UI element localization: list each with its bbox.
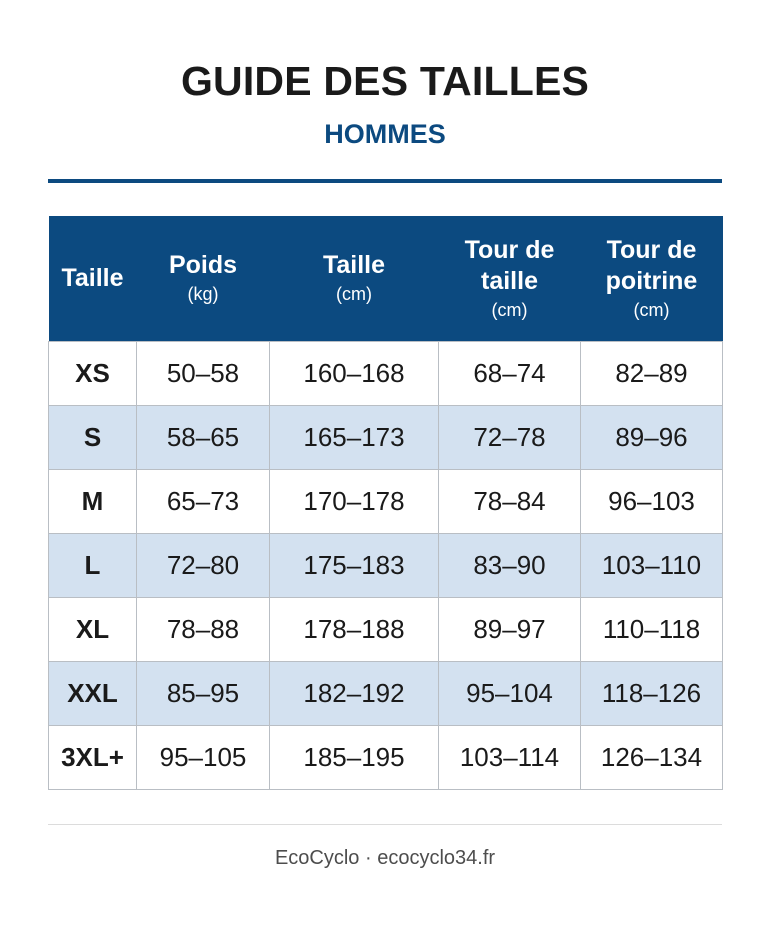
chest-cell: 82–89 (581, 342, 723, 406)
size-table-body (49, 342, 723, 790)
chest-cell: 118–126 (581, 662, 723, 726)
table-row (49, 534, 723, 598)
height-cell: 182–192 (270, 662, 439, 726)
page-subtitle: HOMMES (324, 119, 446, 149)
column-header-label: Taille (322, 251, 386, 279)
weight-cell: 50–58 (137, 342, 270, 406)
weight-cell: 65–73 (137, 470, 270, 534)
size-cell: L (49, 534, 137, 598)
waist-cell: 103–114 (439, 726, 581, 790)
size-cell: XXL (49, 662, 137, 726)
column-header-size (49, 216, 137, 342)
column-header-height (270, 216, 439, 342)
column-header-weight (137, 216, 270, 342)
weight-cell: 78–88 (137, 598, 270, 662)
height-cell: 160–168 (270, 342, 439, 406)
column-header-unit: (cm) (491, 299, 528, 320)
column-header-waist (439, 216, 581, 342)
waist-cell: 95–104 (439, 662, 581, 726)
size-table (48, 216, 723, 790)
table-row (49, 598, 723, 662)
weight-cell: 95–105 (137, 726, 270, 790)
table-row (49, 470, 723, 534)
chest-cell: 126–134 (581, 726, 723, 790)
height-cell: 178–188 (270, 598, 439, 662)
chest-cell: 89–96 (581, 406, 723, 470)
table-row (49, 726, 723, 790)
size-cell: S (49, 406, 137, 470)
size-cell: XL (49, 598, 137, 662)
height-cell: 170–178 (270, 470, 439, 534)
chest-cell: 96–103 (581, 470, 723, 534)
column-header-unit: (cm) (633, 299, 670, 320)
title-divider (48, 179, 722, 183)
column-header-unit: (cm) (336, 284, 372, 304)
chest-cell: 110–118 (581, 598, 723, 662)
column-header-label: Tour de poitrine (605, 235, 698, 295)
table-row (49, 406, 723, 470)
footer-divider (48, 824, 722, 825)
size-cell: 3XL+ (49, 726, 137, 790)
footer-text: EcoCyclo · ecocyclo34.fr (274, 847, 496, 869)
weight-cell: 85–95 (137, 662, 270, 726)
size-cell: XS (49, 342, 137, 406)
height-cell: 175–183 (270, 534, 439, 598)
column-header-label: Tour de taille (464, 235, 555, 295)
table-row (49, 342, 723, 406)
height-cell: 165–173 (270, 406, 439, 470)
waist-cell: 78–84 (439, 470, 581, 534)
table-row (49, 662, 723, 726)
column-header-label: Taille (61, 264, 124, 292)
weight-cell: 58–65 (137, 406, 270, 470)
page-title: GUIDE DES TAILLES (180, 58, 590, 104)
chest-cell: 103–110 (581, 534, 723, 598)
waist-cell: 83–90 (439, 534, 581, 598)
waist-cell: 89–97 (439, 598, 581, 662)
waist-cell: 68–74 (439, 342, 581, 406)
header-row (49, 216, 723, 342)
column-header-chest (581, 216, 723, 342)
height-cell: 185–195 (270, 726, 439, 790)
size-table-header (49, 216, 723, 342)
column-header-unit: (kg) (187, 284, 219, 304)
weight-cell: 72–80 (137, 534, 270, 598)
column-header-label: Poids (168, 251, 238, 279)
size-cell: M (49, 470, 137, 534)
waist-cell: 72–78 (439, 406, 581, 470)
